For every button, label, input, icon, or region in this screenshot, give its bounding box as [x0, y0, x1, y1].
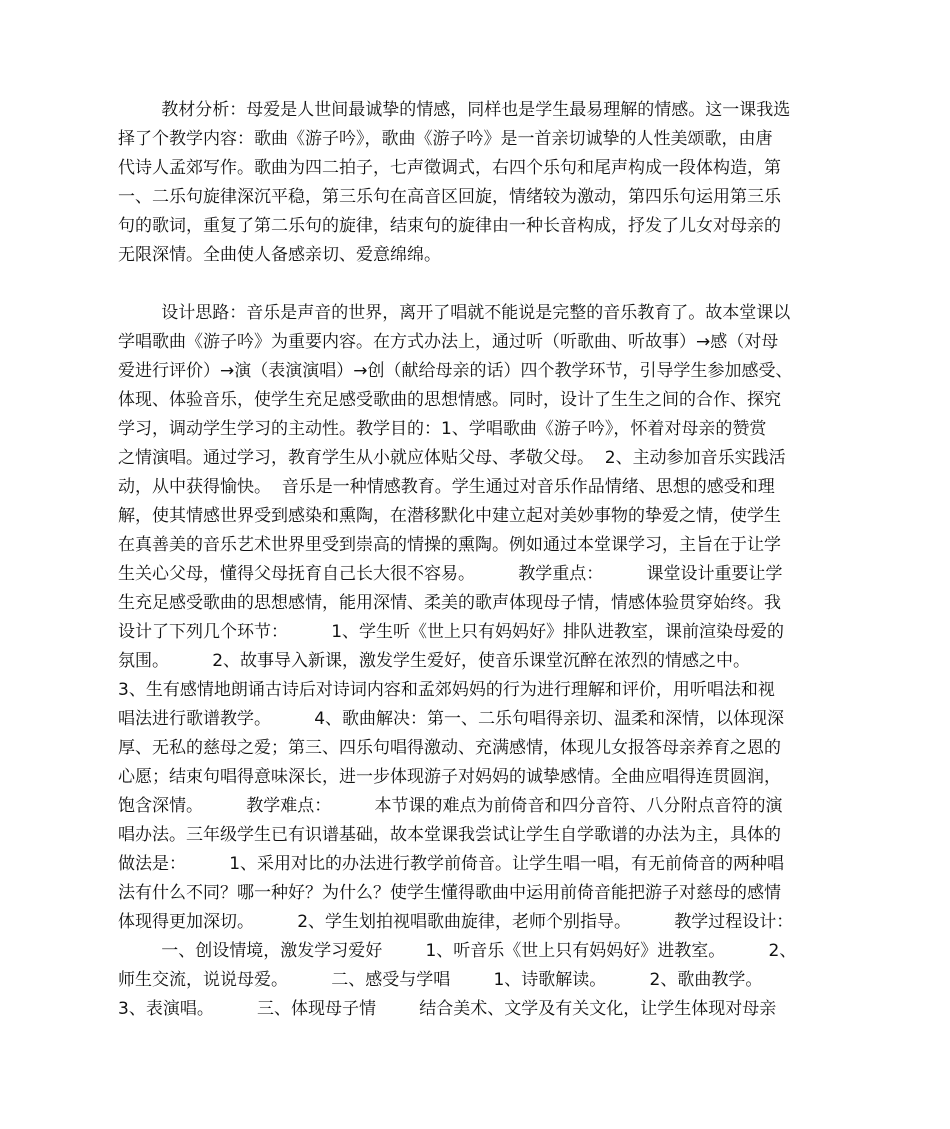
text-line: 解，使其情感世界受到感染和熏陶，在潜移默化中建立起对美妙事物的挚爱之情，使学生 [118, 506, 781, 526]
text-line: 唱法进行歌谱教学。 4、歌曲解决：第一、二乐句唱得亲切、温柔和深情，以体现深 [118, 709, 785, 729]
paragraph-material-analysis [118, 96, 830, 270]
text-line: 无限深情。全曲使人备感亲切、爱意绵绵。 [118, 245, 441, 265]
text-line: 一、创设情境，激发学习爱好 1、听音乐《世上只有妈妈好》进教室。 2、 [118, 941, 797, 961]
text-line: 生关心父母，懂得父母抚育自己长大很不容易。 教学重点： 课堂设计重要让学 [118, 564, 783, 584]
text-line: 择了个教学内容：歌曲《游子吟》，歌曲《游子吟》是一首亲切诚挚的人性美颂歌，由唐 [118, 129, 773, 149]
text-line: 3、表演唱。 三、体现母子情 结合美术、文学及有关文化，让学生体现对母亲 [118, 999, 777, 1019]
text-line: 体现得更加深切。 2、学生划拍视唱歌曲旋律，老师个别指导。 教学过程设计： [118, 912, 794, 932]
text-line: 3、生有感情地朗诵古诗后对诗词内容和孟郊妈妈的行为进行理解和评价，用听唱法和视 [118, 680, 775, 700]
text-line: 氛围。 2、故事导入新课，激发学生爱好，使音乐课堂沉醉在浓烈的情感之中。 [118, 651, 751, 671]
text-line: 法有什么不同？哪一种好？为什么？使学生懂得歌曲中运用前倚音能把游子对慈母的感情 [118, 883, 781, 903]
text-line: 之情演唱。通过学习，教育学生从小就应体贴父母、孝敬父母。 2、主动参加音乐实践活 [118, 448, 786, 468]
text-line: 设计思路：音乐是声音的世界，离开了唱就不能说是完整的音乐教育了。故本堂课以 [118, 303, 791, 323]
text-line: 做法是： 1、采用对比的办法进行教学前倚音。让学生唱一唱，有无前倚音的两种唱 [118, 854, 785, 874]
text-line: 学习，调动学生学习的主动性。教学目的：1、学唱歌曲《游子吟》，怀着对母亲的赞赏 [118, 419, 767, 439]
text-line: 教材分析：母爱是人世间最诚挚的情感，同样也是学生最易理解的情感。这一课我选 [118, 100, 791, 120]
text-line: 爱进行评价）→演（表演演唱）→创（献给母亲的话）四个教学环节，引导学生参加感受、 [118, 361, 793, 381]
text-line: 饱含深情。 教学难点： 本节课的难点为前倚音和四分音符、八分附点音符的演 [118, 796, 783, 816]
paragraph-design-ideas [118, 299, 830, 1024]
text-line: 生充足感受歌曲的思想感情，能用深情、柔美的歌声体现母子情，情感体验贯穿始终。我 [118, 593, 781, 613]
text-line: 厚、无私的慈母之爱；第三、四乐句唱得激动、充满感情，体现儿女报答母亲养育之恩的 [118, 738, 781, 758]
text-line: 设计了下列几个环节： 1、学生听《世上只有妈妈好》排队进教室，课前渲染母爱的 [118, 622, 785, 642]
text-line: 在真善美的音乐艺术世界里受到崇高的情操的熏陶。例如通过本堂课学习，主旨在于让学 [118, 535, 781, 555]
text-line: 代诗人孟郊写作。歌曲为四二拍子，七声徵调式，右四个乐句和尾声构成一段体构造，第 [118, 158, 781, 178]
text-line: 唱办法。三年级学生已有识谱基础，故本堂课我尝试让学生自学歌谱的办法为主，具体的 [118, 825, 781, 845]
text-line: 师生交流，说说母爱。 二、感受与学唱 1、诗歌解读。 2、歌曲教学。 [118, 970, 763, 990]
text-line: 句的歌词，重复了第二乐句的旋律，结束句的旋律由一种长音构成，抒发了儿女对母亲的 [118, 216, 781, 236]
text-line: 学唱歌曲《游子吟》为重要内容。在方式办法上，通过听（听歌曲、听故事）→感（对母 [118, 332, 779, 352]
text-line: 体现、体验音乐，使学生充足感受歌曲的思想情感。同时，设计了生生之间的合作、探究 [118, 390, 781, 410]
text-line: 心愿；结束句唱得意味深长，进一步体现游子对妈妈的诚挚感情。全曲应唱得连贯圆润， [118, 767, 781, 787]
text-line: 一、二乐句旋律深沉平稳，第三乐句在高音区回旋，情绪较为激动，第四乐句运用第三乐 [118, 187, 781, 207]
text-line: 动，从中获得愉快。 音乐是一种情感教育。学生通过对音乐作品情绪、思想的感受和理 [118, 477, 775, 497]
